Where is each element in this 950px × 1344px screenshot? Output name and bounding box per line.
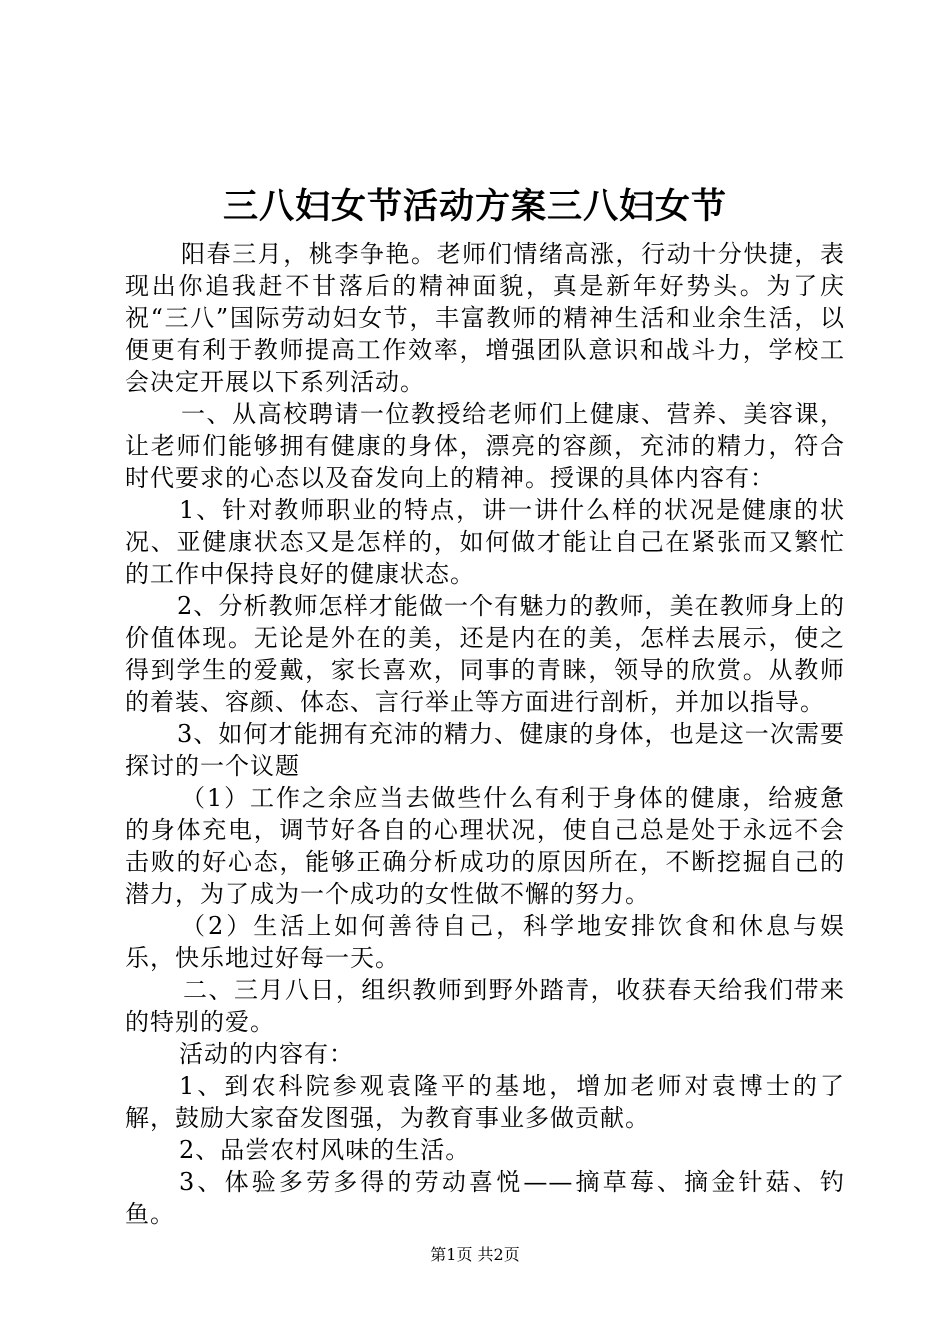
- paragraph-item-1: 一、从高校聘请一位教授给老师们上健康、营养、美容课，让老师们能够拥有健康的身体，漂亮的容颜，充沛的精力，符合时代要求的心态以及奋发向上的精神。授课的具体内容有：: [125, 400, 845, 492]
- paragraph-sub-3-2: （2）生活上如何善待自己，科学地安排饮食和休息与娱乐，快乐地过好每一天。: [125, 912, 845, 972]
- paragraph-sub-2: 2、分析教师怎样才能做一个有魅力的教师，美在教师身上的价值体现。无论是外在的美，还是内在的美，怎样去展示，使之得到学生的爱戴，家长喜欢，同事的青睐，领导的欣赏。从教师的着装、容颜、体态、言行举止等方面进行剖析，并加以指导。: [125, 592, 845, 716]
- document-title: 三八妇女节活动方案三八妇女节: [222, 186, 727, 227]
- paragraph-activity-2: 2、品尝农村风味的生活。: [179, 1136, 471, 1164]
- paragraph-sub-3-1: （1）工作之余应当去做些什么有利于身体的健康，给疲惫的身体充电，调节好各自的心理状况，使自己总是处于永远不会击败的好心态，能够正确分析成功的原因所在，不断挖掘自己的潜力，为了成为一个成功的女性做不懈的努力。: [125, 784, 845, 908]
- paragraph-intro: 阳春三月，桃李争艳。老师们情绪高涨，行动十分快捷，表现出你追我赶不甘落后的精神面貌，真是新年好势头。为了庆祝“三八”国际劳动妇女节，丰富教师的精神生活和业余生活，以便更有利于教师提高工作效率，增强团队意识和战斗力，学校工会决定开展以下系列活动。: [125, 240, 845, 396]
- paragraph-activity-heading: 活动的内容有：: [179, 1040, 354, 1068]
- page-footer: 第1页 共2页: [430, 1245, 520, 1264]
- paragraph-item-2: 二、三月八日，组织教师到野外踏青，收获春天给我们带来的特别的爱。: [125, 976, 845, 1036]
- paragraph-activity-1: 1、到农科院参观袁隆平的基地，增加老师对袁博士的了解，鼓励大家奋发图强，为教育事业多做贡献。: [125, 1072, 845, 1132]
- paragraph-activity-3: 3、体验多劳多得的劳动喜悦——摘草莓、摘金针菇、钓鱼。: [125, 1168, 845, 1228]
- paragraph-sub-3: 3、如何才能拥有充沛的精力、健康的身体，也是这一次需要探讨的一个议题: [125, 720, 845, 780]
- document-body: [125, 238, 845, 1230]
- paragraph-sub-1: 1、针对教师职业的特点，讲一讲什么样的状况是健康的状况、亚健康状态又是怎样的，如何做才能让自己在紧张而又繁忙的工作中保持良好的健康状态。: [125, 496, 845, 588]
